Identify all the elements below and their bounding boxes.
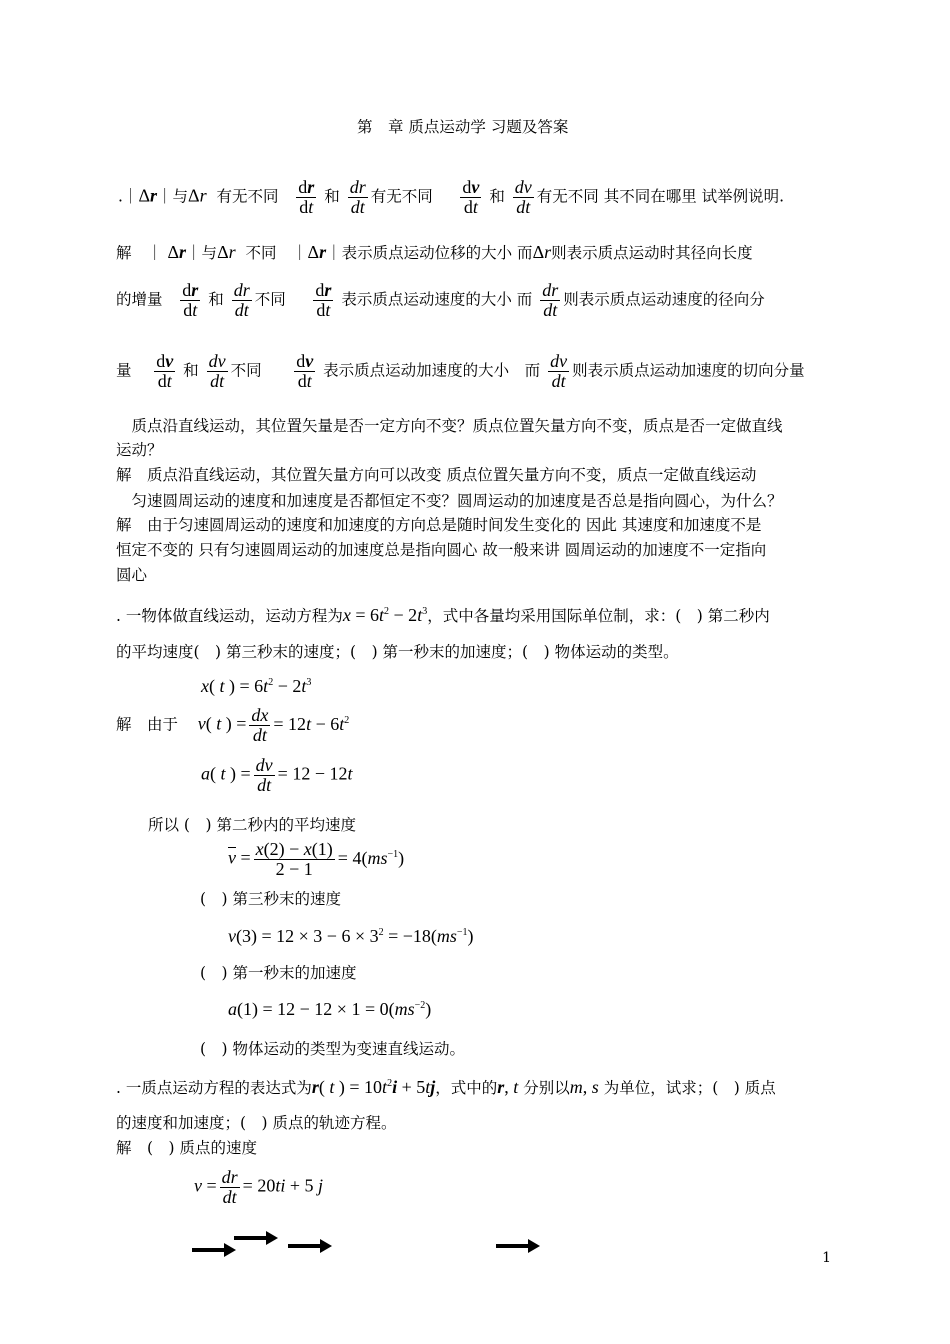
answer-1-line-1: 解 ｜ Δr｜与Δr 不同 ｜Δr｜表示质点运动位移的大小 而Δr则表示质点运动时其径向长度 [116,242,753,262]
fraction-dr-dt: $\frac{dr}{dt}$ [349,177,366,217]
fraction-dx-dt: $\frac{dx}{dt}$ [251,705,269,745]
equation-r-t: r( t ) = $10t^2i + 5tj$ [311,1077,436,1097]
answer-4-part-3: ( ) 第一秒末的加速度 [200,964,357,982]
answer-1-line-3: 量 $\frac{dv}{dt}$ 和 $\frac{dv}{dt}$ 不同 $\frac{dv}{dt}$ 表示质点运动加速度的大小 而 $\frac{dv}{dt}$ 则表示质点运动加速度的切向分量 [116,351,805,391]
question-5-line-2: 的速度和加速度；( ) 质点的轨迹方程。 [116,1114,397,1132]
question-4-line-1: . 一物体做直线运动，运动方程为$x = 6t^2 - 2t^3$，式中各量均采用国际单位制，求：( ) 第二秒内 [116,605,770,625]
fraction-dv-dt-bold: $\frac{dv}{dt}$ [462,177,480,217]
question-4-line-2: 的平均速度( ) 第三秒末的速度；( ) 第一秒末的加速度；( ) 物体运动的类型。 [116,643,679,661]
answer-3-line-3: 圆心 [116,566,148,584]
fraction-dv-dt: $\frac{dv}{dt}$ [208,351,226,391]
fraction-dv-dt-bold: $\frac{dv}{dt}$ [156,351,174,391]
fraction-dv-dt: $\frac{dv}{dt}$ [255,755,273,795]
question-1: .｜Δr｜与Δr 有无不同 $\frac{dr}{dt}$ 和 $\frac{dr}{dt}$ 有无不同 $\frac{dv}{dt}$ 和 $\frac{dv}{dt}$ 有无不同 其不同在哪里 试举例说明. [118,177,785,217]
answer-2: 解 质点沿直线运动，其位置矢量方向可以改变 质点位置矢量方向不变，质点一定做直线运动 [116,466,757,484]
answer-3-line-1: 解 由于匀速圆周运动的速度和加速度的方向总是随时间发生变化的 因此 其速度和加速度不是 [116,516,762,534]
page-number: 1 [822,1250,831,1266]
answer-4-acceleration: a( t ) = $\frac{dv}{dt}$ = 12 − 12t [201,755,353,795]
arrow-icon [288,1239,332,1253]
fraction-dr-dt: $\frac{dr}{dt}$ [233,280,250,320]
equation-average-velocity: $\overline{v}$ = $\frac{x(2) - x(1)}{2 - 1}$ = $4(ms^{-1})$ [228,839,405,879]
equation-x-t: x( t ) = $6t^2 - 2t^3$ [201,676,312,696]
fraction-dr-dt-bold: $\frac{dr}{dt}$ [298,177,315,217]
arrow-icon [234,1231,278,1245]
fraction-dr-dt-bold: $\frac{dr}{dt}$ [315,280,332,320]
answer-1-line-2: 的增量 $\frac{dr}{dt}$ 和 $\frac{dr}{dt}$ 不同 $\frac{dr}{dt}$ 表示质点运动速度的大小 而 $\frac{dr}{dt}$ 则表示质点运动速度的径向分 [116,280,765,320]
equation-motion: $x = 6t^2 - 2t^3$ [342,605,428,625]
fraction-dr-dt: $\frac{dr}{dt}$ [221,1167,238,1207]
fraction-dr-dt-bold: $\frac{dr}{dt}$ [182,280,199,320]
fraction-average: $\frac{x(2) - x(1)}{2 - 1}$ [255,839,333,879]
fraction-dv-dt: $\frac{dv}{dt}$ [514,177,532,217]
question-5-line-1: . 一质点运动方程的表达式为r( t ) = $10t^2i + 5tj$，式中的r, t 分别以m, s 为单位，试求；( ) 质点 [116,1077,776,1097]
question-3-line-1: 匀速圆周运动的速度和加速度是否都恒定不变？圆周运动的加速度是否总是指向圆心，为什么？ [116,492,783,510]
page-title: 第 章 质点运动学 习题及答案 [357,118,569,136]
arrow-icon [192,1243,236,1257]
fraction-dv-dt: $\frac{dv}{dt}$ [550,351,568,391]
answer-4-velocity: 解 由于 v( t ) = $\frac{dx}{dt}$ = $12t - 6t^2$ [116,705,350,745]
vector-arrows [190,1226,550,1262]
answer-3-line-2: 恒定不变的 只有匀速圆周运动的加速度总是指向圆心 故一般来讲 圆周运动的加速度不一定指向 [116,541,767,559]
question-2-line-1: 质点沿直线运动，其位置矢量是否一定方向不变？质点位置矢量方向不变，质点是否一定做直线 [116,417,783,435]
fraction-dr-dt: $\frac{dr}{dt}$ [542,280,559,320]
answer-4-part-1: 所以 ( ) 第二秒内的平均速度 [148,816,356,834]
answer-4-part-4: ( ) 物体运动的类型为变速直线运动。 [200,1040,466,1058]
answer-4-part-2: ( ) 第三秒末的速度 [200,890,342,908]
equation-v3: $v(3) = 12 \times 3 - 6 \times 3^2 = -18(ms^{-1})$ [228,926,474,946]
question-2-line-2: 运动？ [116,441,163,459]
fraction-dv-dt-bold: $\frac{dv}{dt}$ [296,351,314,391]
equation-velocity-5: v = $\frac{dr}{dt}$ = 20ti + 5 j [194,1167,324,1207]
arrow-icon [496,1239,540,1253]
equation-a1: $a(1) = 12 - 12 \times 1 = 0(ms^{-2})$ [228,999,432,1019]
answer-5: 解 ( ) 质点的速度 [116,1139,258,1157]
